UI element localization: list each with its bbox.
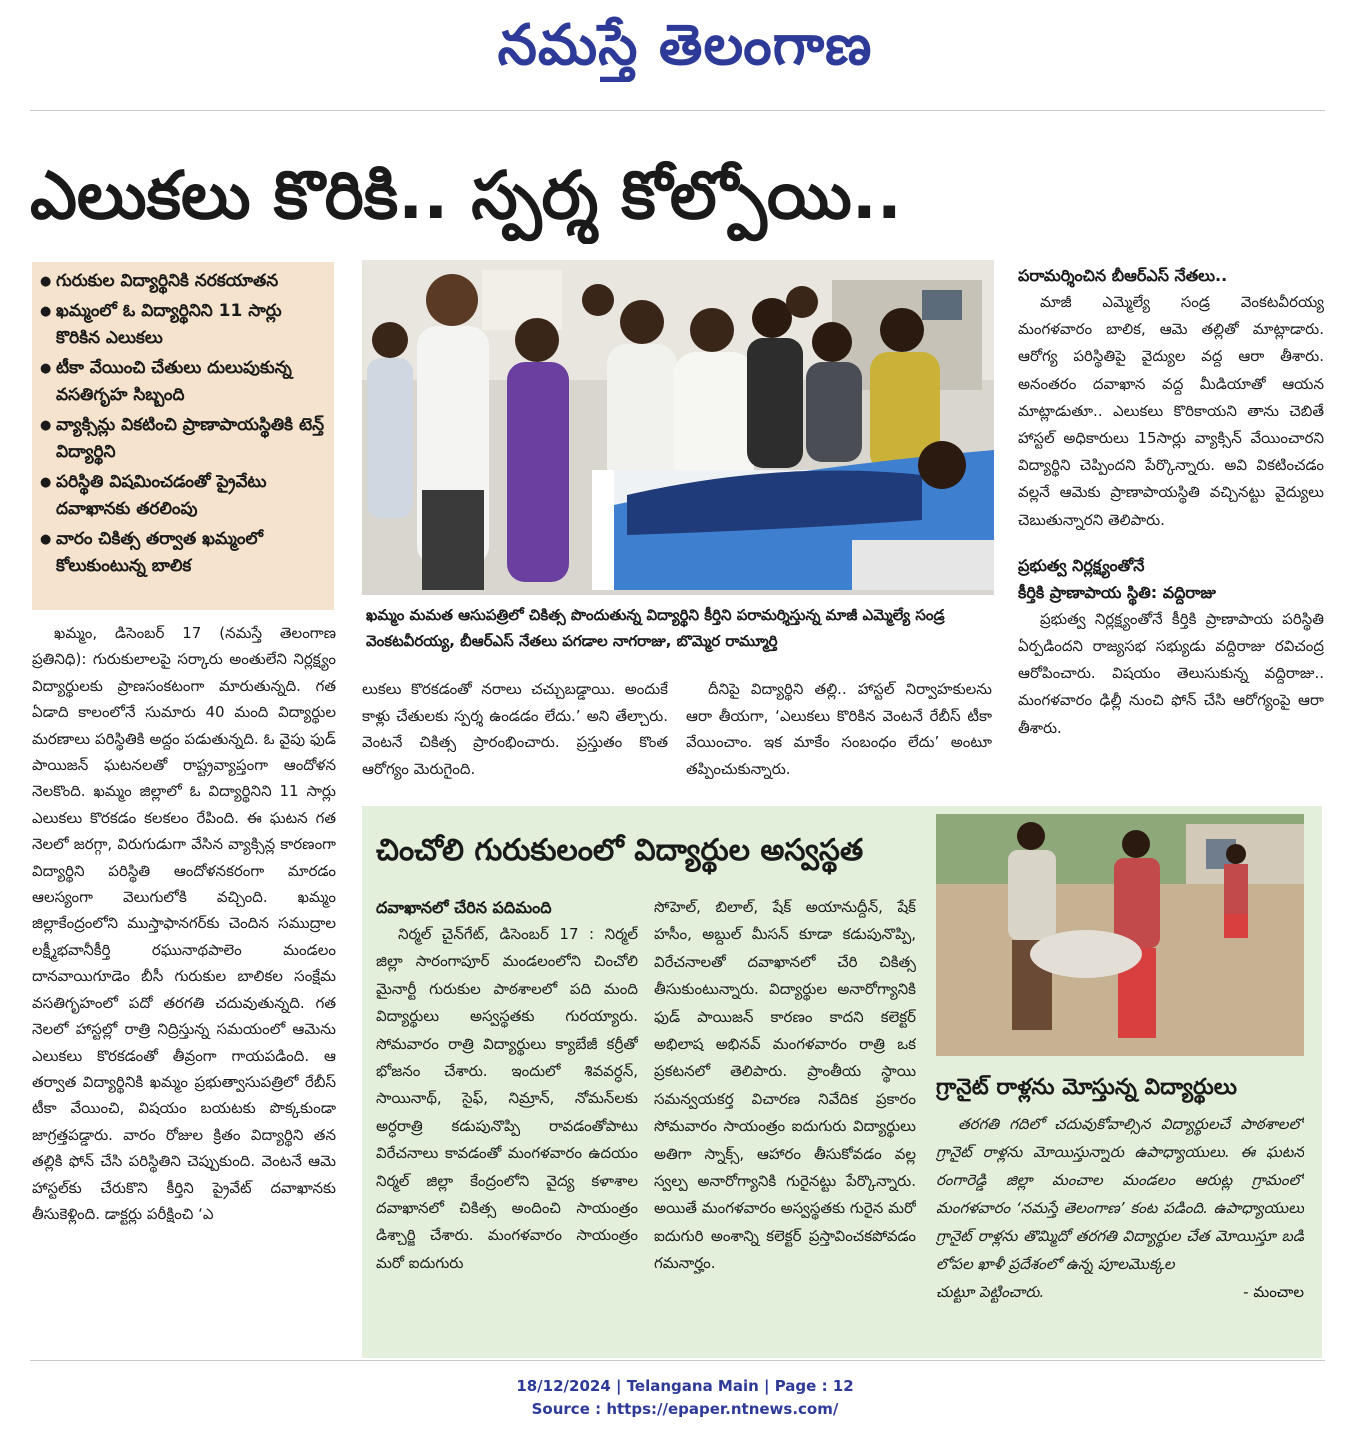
- subhead-govt-negligence: ప్రభుత్వ నిర్లక్ష్యంతోనే: [1018, 555, 1145, 575]
- lead-story-column: [32, 620, 336, 1360]
- panel-column-1: [376, 894, 638, 1277]
- students-carrying-stones-illustration: [936, 814, 1304, 1056]
- hospital-scene-illustration: [362, 260, 994, 595]
- reporter-credit: - మంచాల: [1243, 1283, 1304, 1301]
- footer-source-link[interactable]: Source : https://epaper.ntnews.com/: [531, 1400, 839, 1418]
- highlight-item: ● వారం చికిత్స తర్వాత ఖమ్మంలో కోలుకుంటున్న బాలిక: [40, 526, 326, 580]
- highlight-item: ● టీకా వేయించి చేతులు దులుపుకున్న వసతిగృహ సిబ్బంది: [40, 355, 326, 409]
- lead-story-text: ఖమ్మం, డిసెంబర్ 17 (నమస్తే తెలంగాణ ప్రతినిధి): గురుకులాలపై సర్కారు అంతులేని నిర్లక్ష్యం విద్యార్థులకు ప్రాణసంకటంగా మారుతున్నది. గత ఏడాది కాలంలోనే సుమారు 40 మంది విద్యార్థుల మరణాలు పరిస్థితికి అద్దం పడుతున్నది. ఓ వైపు ఫుడ్ పాయిజన్ ఘటనలతో రాష్ట్రవ్యాప్తంగా ఆందోళన నెలకొంది. ఖమ్మం జిల్లాలో ఓ విద్యార్థినిని 11 సార్లు ఎలుకలు కొరకడం కలకలం రేపింది. ఈ ఘటన గత నెలలో జరగ్గా, విరుగుడుగా వేసిన వ్యాక్సిన్ల కారణంగా విద్యార్థిని పరిస్థితి ఆందోళనకరంగా మారడం ఆలస్యంగా వెలుగులోకి వచ్చింది. ఖమ్మం జిల్లాకేంద్రంలోని ముస్తాఫానగర్‌కు చెందిన సముద్రాల లక్ష్మీభవానీకీర్తి రఘునాథపాలెం మండలం దానవాయిగూడెం బీసీ గురుకుల బాలికల సంక్షేమ వసతిగృహంలో పదో తరగతి చదువుతున్నది. గత నెలలో హాస్టల్లో రాత్రి నిద్రిస్తున్న సమయంలో ఆమెను ఎలుకలు కొరకడంతో తీవ్రంగా గాయపడింది. ఆ తర్వాత విద్యార్థినికి ఖమ్మం ప్రభుత్వాసుపత్రిలో రేబీస్ టీకా వేయించి, విషయం బయటకు పొక్కకుండా జాగ్రత్తపడ్డారు. వారం రోజుల క్రితం విద్యార్థిని తన తల్లికి ఫోన్ చేసి పరిస్థితిని చెప్పుకుంది. వెంటనే ఆమె హాస్టల్‌కు చేరుకొని కీర్తిని ప్రైవేట్ దవాఖానకు తీసుకెళ్లింది. డాక్టర్లు పరీక్షించి ‘ఎ: [32, 624, 336, 1223]
- panel-text-1: నిర్మల్ చైన్‌గేట్, డిసెంబర్ 17 : నిర్మల్ జిల్లా సారంగాపూర్ మండలంలోని చించోలి మైనార్టీ గురుకుల పాఠశాలలో పది మంది విద్యార్థులు అస్వస్థతకు గురయ్యారు. సోమవారం రాత్రి విద్యార్థులు క్యాబేజీ కర్రీతో భోజనం చేశారు. ఇందులో శివవర్ధన్, సాయినాథ్, సైఫ్, నిమ్రాన్, నోమన్‌లకు అర్ధరాత్రి కడుపునొప్పి రావడంతోపాటు విరేచనాలు కావడంతో మంగళవారం ఉదయం నిర్మల్ జిల్లా కేంద్రంలోని వైద్య కళాశాల దవాఖానలో చికిత్స అందించి సాయంత్రం డిశ్చార్జి చేశారు. మంగళవారం సాయంత్రం మరో ఐదుగురు: [376, 925, 638, 1272]
- granite-story: [936, 1110, 1304, 1350]
- story-continued-text-1: లుకలు కొరకడంతో నరాలు చచ్చుబడ్డాయి. అందుకే కాళ్లు చేతులకు స్పర్శ ఉండడం లేదు.’ అని తేల్చారు. వెంటనే చికిత్స ప్రారంభించారు. ప్రస్తుతం కొంత ఆరోగ్యం మెరుగైంది.: [362, 680, 668, 778]
- newspaper-logo: నమస్తే తెలంగాణ: [497, 12, 873, 78]
- subhead-brs-leaders: పరామర్శించిన బీఆర్ఎస్ నేతలు..: [1018, 266, 1228, 285]
- footer-date-page: 18/12/2024 | Telangana Main | Page : 12: [516, 1377, 854, 1395]
- masthead-divider: [30, 110, 1325, 111]
- masthead: [0, 0, 1370, 112]
- granite-story-text: తరగతి గదిలో చదువుకోవాల్సిన విద్యార్థులచే పాఠశాలలో గ్రానైట్ రాళ్లను మోయిస్తున్నారు ఉపాధ్యాయులు. ఈ ఘటన రంగారెడ్డి జిల్లా మంచాల మండలం ఆరుట్ల గ్రామంలో మంగళవారం ‘నమస్తే తెలంగాణ’ కంట పడింది. ఉపాధ్యాయులు గ్రానైట్ రాళ్లను తొమ్మిదో తరగతి విద్యార్థుల చేత మోయిస్తూ బడి లోపల ఖాళీ ప్రదేశంలో ఉన్న పూలమొక్కల: [936, 1115, 1304, 1273]
- highlights-box: [32, 262, 334, 610]
- story-continued-col1: [362, 676, 668, 792]
- chincholi-story-panel: [362, 806, 1322, 1358]
- story-continued-col2: [686, 676, 992, 792]
- granite-headline: గ్రానైట్ రాళ్లను మోస్తున్న విద్యార్థులు: [936, 1075, 1237, 1100]
- right-column: [1018, 262, 1324, 790]
- granite-students-photo: [936, 814, 1304, 1056]
- bottom-divider: [30, 1360, 1325, 1361]
- hospital-photo: [362, 260, 994, 595]
- paragraph-brs-visit: మాజీ ఎమ్మెల్యే సండ్ర వెంకటవీరయ్య మంగళవారం బాలిక, ఆమె తల్లితో మాట్లాడారు. ఆరోగ్య పరిస్థితిపై వైద్యుల వద్ద ఆరా తీశారు. అనంతరం దవాఖాన వద్ద మీడియాతో ఆయన మాట్లాడుతూ.. ఎలుకలు కొరికాయని తాను చెబితే హాస్టల్ అధికారులు 15సార్లు వ్యాక్సిన్ వేయించారని విద్యార్థిని చెప్పిందని పేర్కొన్నారు. అవి వికటించడం వల్లనే ఆమెకు ప్రాణాపాయస్థితి వచ్చినట్టు వైద్యులు చెబుతున్నారని తెలిపారు.: [1018, 293, 1324, 529]
- page-footer: [0, 1374, 1370, 1420]
- highlight-item: ● ఖమ్మంలో ఓ విద్యార్థినిని 11 సార్లు కొరికిన ఎలుకలు: [40, 298, 326, 352]
- story-continued-text-2: దీనిపై విద్యార్థిని తల్లి.. హాస్టల్ నిర్వాహకులను ఆరా తీయగా, ‘ఎలుకలు కొరికిన వెంటనే రేబీస్ టీకా వేయించాం. ఇక మాకేం సంబంధం లేదు’ అంటూ తప్పించుకున్నారు.: [686, 680, 992, 778]
- spacer: [1018, 534, 1324, 552]
- highlight-item: ● పరిస్థితి విషమించడంతో ప్రైవేటు దవాఖానకు తరలింపు: [40, 469, 326, 523]
- granite-story-ending: చుట్టూ పెట్టించారు.: [936, 1283, 1045, 1301]
- paragraph-vaddiraju: ప్రభుత్వ నిర్లక్ష్యంతోనే కీర్తికి ప్రాణాపాయ పరిస్థితి ఏర్పడిందని రాజ్యసభ సభ్యుడు వద్దిరాజు రవిచంద్ర ఆరోపించారు. విషయం తెలుసుకున్న వద్దిరాజు.. మంగళవారం ఢిల్లీ నుంచి ఫోన్ చేసి ఆరోగ్యంపై ఆరా తీశారు.: [1018, 609, 1324, 737]
- highlight-item: ● గురుకుల విద్యార్థినికి నరకయాతన: [40, 268, 326, 295]
- panel-text-2: సోహెల్, బిలాల్, షేక్ అయానుద్దీన్, షేక్ హసీం, అబ్దుల్ మీసన్ కూడా కడుపునొప్పి, విరేచనాలతో దవాఖానలో చేరి చికిత్స తీసుకుంటున్నారు. విద్యార్థుల అనారోగ్యానికి ఫుడ్ పాయిజన్ కారణం కాదని కలెక్టర్ అభిలాష అభినవ్ మంగళవారం రాత్రి ఒక ప్రకటనలో తెలిపారు. ప్రాంతీయ స్థాయి సమన్వయకర్త విచారణ నివేదిక ప్రకారం సోమవారం సాయంత్రం ఐదుగురు విద్యార్థులు అతిగా స్నాక్స్, ఆహారం తీసుకోవడం వల్ల స్వల్ప అనారోగ్యానికి గురైనట్టు పేర్కొన్నారు. అయితే మంగళవారం అస్వస్థతకు గురైన మరో ఐదుగురి అంశాన్ని కలెక్టర్ ప్రస్తావించకపోవడం గమనార్హం.: [654, 898, 916, 1273]
- granite-story-last-line: [936, 1278, 1304, 1306]
- panel-subhead: దవాఖానలో చేరిన పదిమంది: [376, 898, 552, 917]
- main-headline: ఎలుకలు కొరికి.. స్పర్శ కోల్పోయి..: [30, 157, 902, 234]
- panel-column-2: [654, 894, 916, 1278]
- highlight-item: ● వ్యాక్సిన్లు వికటించి ప్రాణాపాయస్థితికి టెన్త్ విద్యార్థిని: [40, 412, 326, 466]
- panel-headline: చించోలి గురుకులంలో విద్యార్థుల అస్వస్థత: [376, 833, 864, 868]
- photo-caption: ఖమ్మం మమత ఆసుపత్రిలో చికిత్స పొందుతున్న విద్యార్థిని కీర్తిని పరామర్శిస్తున్న మాజీ ఎమ్మెల్యే సండ్ర వెంకటవీరయ్య, బీఆర్ఎస్ నేతలు పగడాల నాగరాజు, బొమ్మెర రామ్మూర్తి: [366, 606, 945, 650]
- subhead-vaddiraju: కీర్తికి ప్రాణాపాయ స్థితి: వద్దిరాజు: [1018, 582, 1216, 602]
